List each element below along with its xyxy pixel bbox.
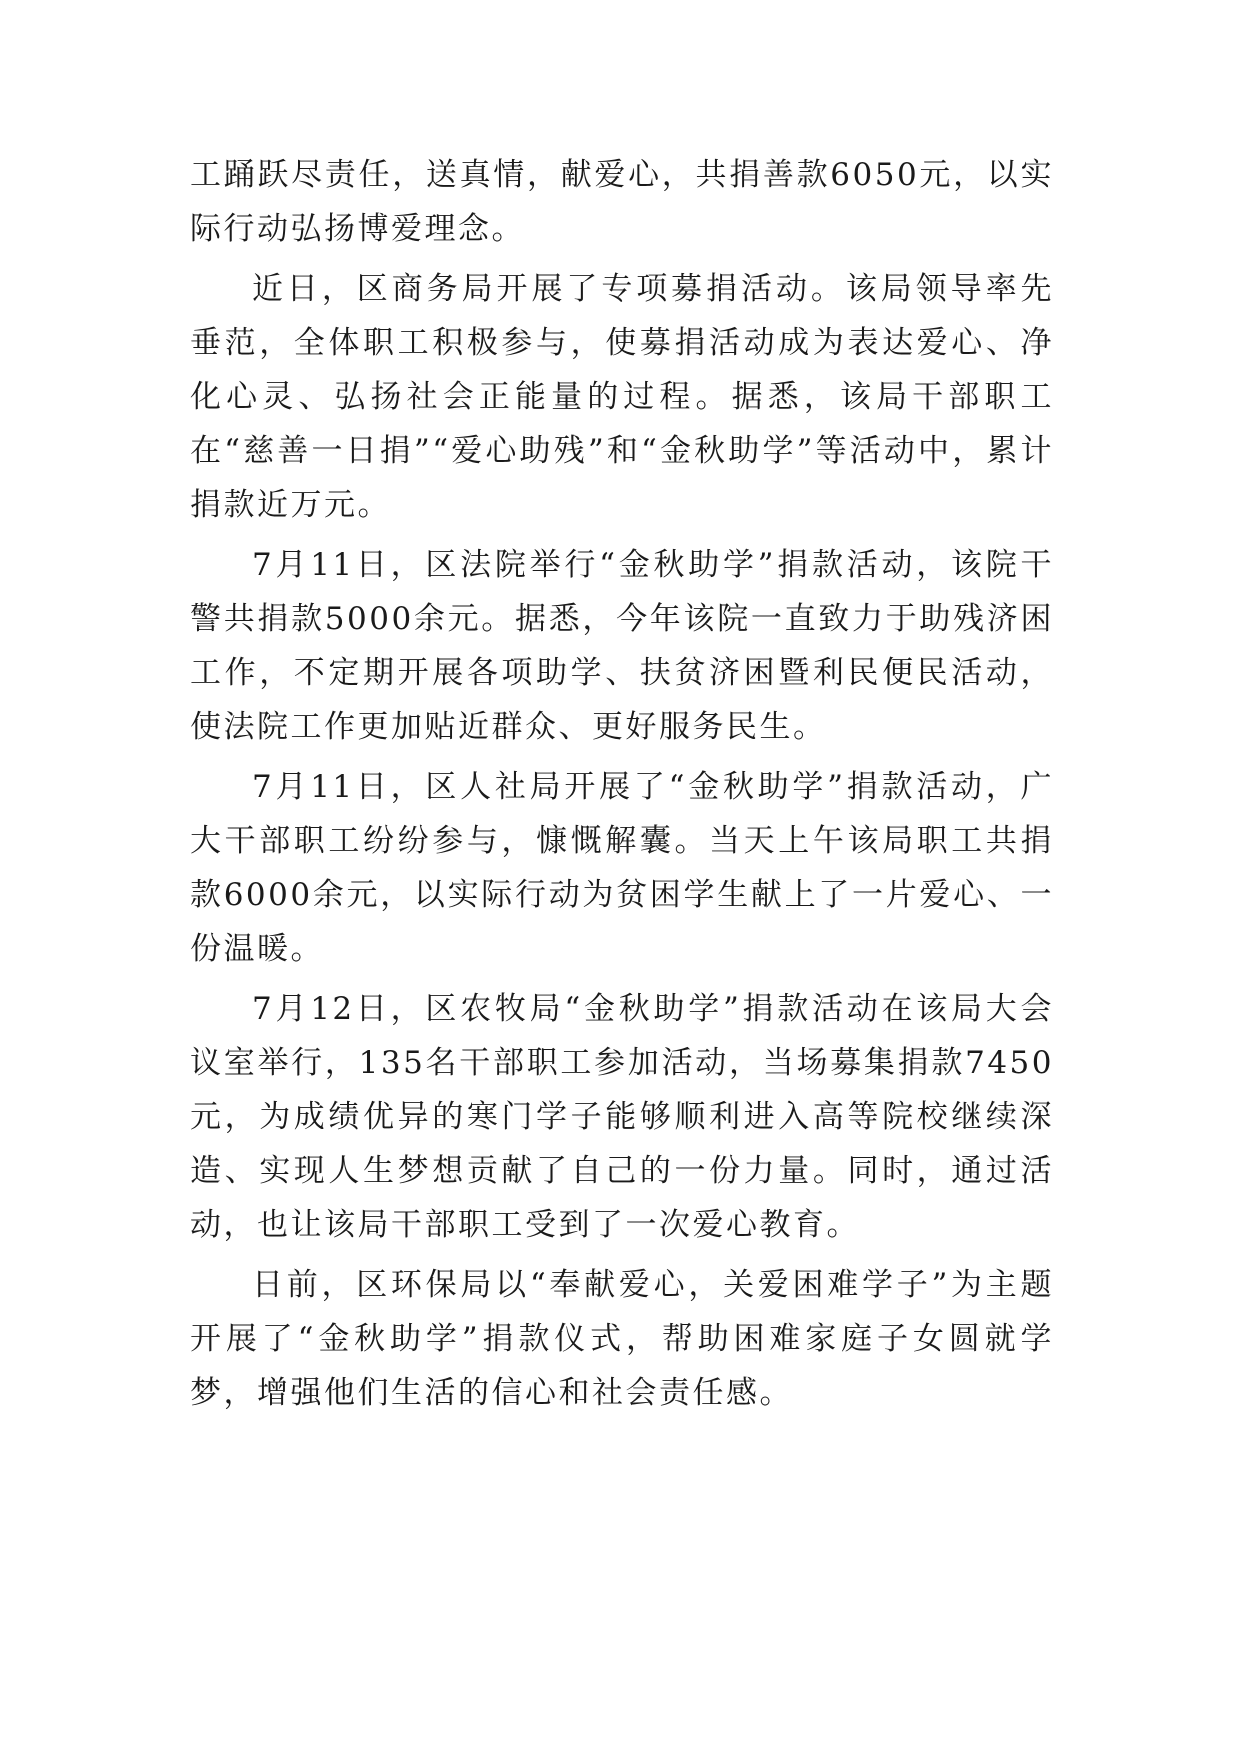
paragraph-env-bureau: 日前，区环保局以“奉献爱心，关爱困难学子”为主题开展了“金秋助学”捐款仪式，帮助困难家庭子女圆就学梦，增强他们生活的信心和社会责任感。 [190,1267,1054,1411]
paragraph-continuation: 工踊跃尽责任，送真情，献爱心，共捐善款6050元，以实际行动弘扬博爱理念。 [190,157,1054,247]
document-body [190,148,1054,1426]
paragraph-hr-bureau: 7月11日，区人社局开展了“金秋助学”捐款活动，广大干部职工纷纷参与，慷慨解囊。当天上午该局职工共捐款6000余元，以实际行动为贫困学生献上了一片爱心、一份温暖。 [190,769,1054,967]
paragraph-court: 7月11日，区法院举行“金秋助学”捐款活动，该院干警共捐款5000余元。据悉，今年该院一直致力于助残济困工作，不定期开展各项助学、扶贫济困暨利民便民活动，使法院工作更加贴近群众、更好服务民生。 [190,547,1054,745]
paragraph-agri-bureau: 7月12日，区农牧局“金秋助学”捐款活动在该局大会议室举行，135名干部职工参加活动，当场募集捐款7450元，为成绩优异的寒门学子能够顺利进入高等院校继续深造、实现人生梦想贡献了自己的一份力量。同时，通过活动，也让该局干部职工受到了一次爱心教育。 [190,991,1054,1243]
paragraph-commerce-bureau: 近日，区商务局开展了专项募捐活动。该局领导率先垂范，全体职工积极参与，使募捐活动成为表达爱心、净化心灵、弘扬社会正能量的过程。据悉，该局干部职工在“慈善一日捐”“爱心助残”和“金秋助学”等活动中，累计捐款近万元。 [190,271,1054,523]
